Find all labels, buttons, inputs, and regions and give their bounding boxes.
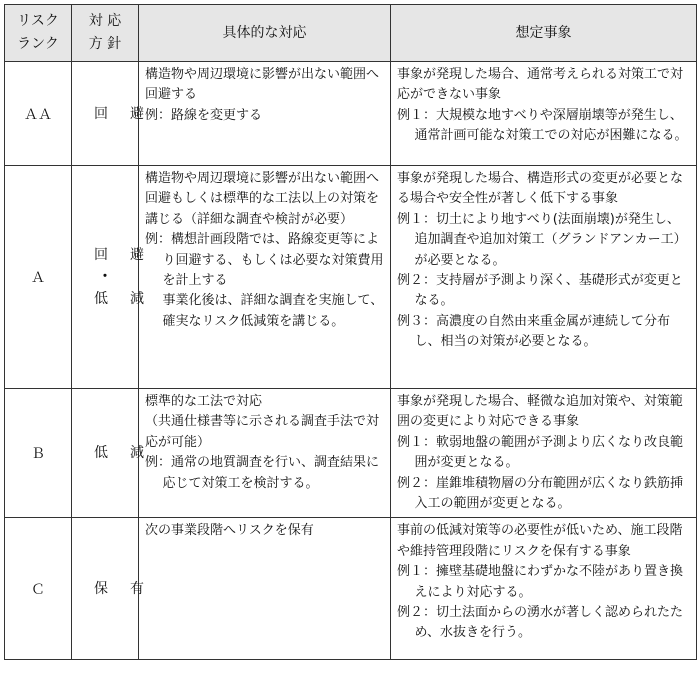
event-cell — [391, 62, 697, 166]
policy-cell — [72, 389, 166, 518]
event-paragraph: 例１：切土により地すべり(法面崩壊)が発生し、追加調査や追加対策工（グランドアンカー工）が必要となる。 — [397, 211, 687, 268]
risk-rank-cell: Ｃ — [5, 518, 72, 660]
header-event: 想定事象 — [391, 5, 697, 62]
response-cell — [139, 166, 391, 389]
table-row — [5, 166, 697, 389]
risk-rank-cell: Ａ — [5, 166, 72, 389]
policy-text: 低減 — [94, 445, 166, 462]
header-risk-rank-line2: ランク — [17, 36, 59, 52]
risk-rank-cell: Ｂ — [5, 389, 72, 518]
event-paragraph: 事象が発現した場合、通常考えられる対策工で対応ができない事象 — [397, 67, 684, 103]
response-paragraph: 例：通常の地質調査を行い、調査結果に応じて対策工を検討する。 — [145, 455, 380, 491]
event-paragraph: 例２：崖錐堆積物層の分布範囲が広くなり鉄筋挿入工の範囲が変更となる。 — [397, 475, 684, 512]
response-paragraph: 標準的な工法で対応 — [145, 394, 263, 409]
response-paragraph: 事業化後は、詳細な調査を実施して、確実なリスク低減策を講じる。 — [162, 293, 384, 329]
event-paragraph: 例１：軟弱地盤の範囲が予測より広くなり改良範囲が変更となる。 — [397, 434, 684, 471]
policy-cell — [72, 166, 166, 389]
response-paragraph: 例：構想計画段階では、路線変更等により回避する、もしくは必要な対策費用を計上する — [145, 232, 384, 289]
event-paragraph: 事象が発現した場合、軽微な追加対策や、対策範囲の変更により対応できる事象 — [397, 394, 683, 430]
header-risk-rank-line1: リスク — [17, 13, 59, 29]
policy-text: 回避 — [94, 247, 166, 263]
policy-cell — [72, 518, 166, 660]
table-row — [5, 389, 697, 518]
policy-text: 保有 — [94, 580, 166, 597]
response-paragraph: 構造物や周辺環境に影響が出ない範囲へ回避もしくは標準的な工法以上の対策を講じる（詳細な調査や検討が必要） — [145, 171, 380, 227]
header-risk-rank — [5, 5, 72, 62]
event-paragraph: 例２：切土法面からの湧水が著しく認められたため、水抜きを行う。 — [397, 605, 684, 641]
response-paragraph: 構造物や周辺環境に影響が出ない範囲へ回避する — [145, 67, 380, 103]
response-cell — [139, 62, 391, 166]
event-cell — [391, 166, 697, 389]
policy-text: 回避 — [94, 105, 166, 122]
risk-rank-table — [4, 4, 697, 660]
event-cell — [391, 518, 697, 660]
header-policy — [72, 5, 139, 62]
header-response: 具体的な対応 — [139, 5, 391, 62]
header-policy-line2: 方 針 — [88, 36, 122, 52]
response-paragraph: （共通仕様書等に示される調査手法で対応が可能） — [145, 414, 380, 450]
table-row — [5, 518, 697, 660]
event-cell — [391, 389, 697, 518]
event-paragraph: 例１：大規模な地すべりや深層崩壊等が発生し、通常計画可能な対策工での対応が困難になる。 — [397, 107, 688, 144]
risk-rank-cell: ＡＡ — [5, 62, 72, 166]
event-paragraph: 事前の低減対策等の必要性が低いため、施工段階や維持管理段階にリスクを保有する事象 — [397, 523, 683, 559]
table-header-row — [5, 5, 697, 62]
response-paragraph: 次の事業段階へリスクを保有 — [145, 523, 314, 539]
response-cell — [139, 518, 391, 660]
event-paragraph: 例１：擁壁基礎地盤にわずかな不陸があり置き換えにより対応する。 — [397, 564, 684, 600]
event-paragraph: 例３：高濃度の自然由来重金属が連続して分布し、相当の対策が必要となる。 — [397, 313, 671, 350]
policy-text: ・ — [98, 269, 112, 285]
response-paragraph: 例：路線を変更する — [145, 107, 263, 123]
event-paragraph: 例２：支持層が予測より深く、基礎形式が変更となる。 — [397, 273, 683, 309]
response-cell — [139, 389, 391, 518]
policy-cell — [72, 62, 166, 166]
policy-text: 低減 — [94, 291, 166, 307]
table-row — [5, 62, 697, 166]
header-policy-line1: 対 応 — [88, 13, 122, 29]
event-paragraph: 事象が発現した場合、構造形式の変更が必要となる場合や安全性が著しく低下する事象 — [397, 171, 684, 207]
